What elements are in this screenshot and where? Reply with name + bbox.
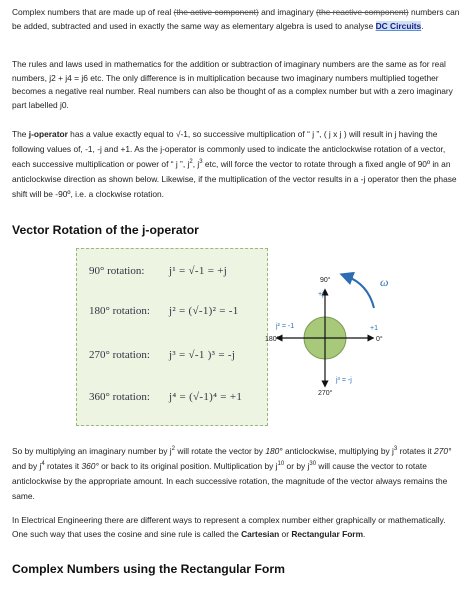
- rotation-row: [77, 297, 267, 327]
- rotation-label: 90° rotation:: [89, 265, 145, 277]
- degree-value: 180°: [265, 446, 283, 456]
- para-text: rotates it: [44, 461, 82, 471]
- rotation-equation: j¹ = √-1 = +j: [169, 265, 228, 277]
- omega-symbol: ω: [380, 275, 389, 289]
- intro-text: and imaginary: [258, 7, 317, 17]
- para-text: or: [279, 528, 292, 539]
- rotation-equation: j⁴ = (√-1)⁴ = +1: [169, 391, 243, 403]
- rotation-arrow-icon: [346, 276, 374, 308]
- rotation-equation: j³ = √-1 )³ = -j: [169, 349, 236, 361]
- para-text: will cause the vector to rotate anticlockwise by the appropriate amount. In each successive rotation, the magnitude of the vector always remains the same.: [12, 461, 448, 501]
- para-text: rotates it: [397, 446, 435, 456]
- label-0: 0°: [376, 336, 383, 343]
- label-90: 90°: [320, 277, 331, 284]
- superscript: 30: [309, 461, 317, 468]
- dc-circuits-link[interactable]: DC Circuits: [375, 20, 422, 31]
- para-text: or by j: [284, 461, 310, 471]
- label-plus-j: +j: [318, 291, 324, 298]
- para-text: So by multiplying an imaginary number by j: [12, 446, 172, 456]
- degree-value: 270°: [434, 446, 452, 456]
- para-text: will rotate the vector by: [175, 446, 266, 456]
- rules-paragraph: The rules and laws used in mathematics for the addition or subtraction of imaginary numbers are the same as for real numbers, j2 + j4 = j6 etc. The only difference is in multiplication because two imaginary numbers multiplied together becomes a negative real number. Real numbers can also be thought of as a complex number but with a zero imaginary part labelled j0.: [12, 59, 453, 110]
- para-text: or back to its original position. Multiplication by j: [98, 461, 278, 471]
- intro-text: numbers can be added, subtracted and used in exactly the same way as elementary algebra is used to analyse: [12, 7, 460, 31]
- cartesian-term: Cartesian: [241, 528, 280, 539]
- intro-text: .: [421, 20, 424, 31]
- superscript: 3: [199, 159, 203, 166]
- strikethrough-text: (the active component): [173, 7, 259, 17]
- para-text: has a value exactly equal to √-1, so successive multiplication of “ j ”, ( j x j ) will result in j having the following values of, -1, -j and +1. As the j-operator is commonly used to indicate the anticlockwise rotation of a vector, each successive multiplication or power of “ j ”, j: [12, 129, 446, 169]
- j-operator-term: j-operator: [28, 129, 68, 139]
- superscript: 4: [41, 461, 45, 468]
- rectangular-form-heading: Complex Numbers using the Rectangular Form: [12, 562, 285, 576]
- intro-text: Complex: [12, 7, 46, 17]
- rotation-label: 270° rotation:: [89, 349, 150, 361]
- intro-text: numbers that are made up of real: [45, 7, 174, 17]
- para-text: , j: [192, 159, 200, 169]
- label-plus-1: +1: [370, 325, 378, 332]
- label-j3: j³ = -j: [336, 377, 352, 384]
- superscript: 2: [171, 446, 176, 453]
- para-text: and by j: [12, 461, 42, 471]
- vector-rotation-heading: Vector Rotation of the j-operator: [12, 223, 199, 237]
- label-j2: j² = -1: [276, 323, 295, 330]
- para-text: anticlockwise, multiplying by j: [282, 446, 394, 456]
- rotation-label: 180° rotation:: [89, 305, 150, 317]
- representation-paragraph: [12, 514, 462, 541]
- label-180: 180°: [265, 336, 280, 343]
- rotation-equation: j² = (√-1)² = -1: [169, 305, 239, 317]
- rotation-table-figure: [76, 248, 268, 426]
- rotation-diagram-svg: [262, 262, 412, 412]
- rotation-row: [77, 341, 267, 371]
- strikethrough-text: (the reactive component): [316, 7, 409, 17]
- rectangular-form-term: Rectangular Form: [291, 528, 364, 539]
- multiplication-paragraph: [12, 444, 462, 504]
- label-270: 270°: [318, 390, 333, 397]
- rotation-label: 360° rotation:: [89, 391, 150, 403]
- j-operator-paragraph: [12, 127, 462, 202]
- superscript: 10: [277, 461, 285, 468]
- superscript: 3: [393, 446, 398, 453]
- rotation-diagram: [262, 262, 412, 417]
- rotation-row: [77, 383, 267, 413]
- para-text: The: [12, 129, 29, 139]
- para-text: etc, will force the vector to rotate through a fixed angle of 90º in an anticlockwise direction as shown below. Likewise, if the multiplication of the vector results in a -j operator then the phase shift will be -90º, i.e. a clockwise rotation.: [12, 159, 457, 199]
- intro-paragraph: [12, 6, 462, 33]
- rotation-row: [77, 257, 267, 287]
- para-text: In Electrical Engineering there are different ways to represent a complex number either graphically or mathematically. One such way that uses the cosine and sine rule is called the: [12, 515, 446, 539]
- degree-value: 360°: [81, 461, 99, 471]
- superscript: 2: [189, 159, 193, 166]
- para-text: .: [363, 528, 366, 539]
